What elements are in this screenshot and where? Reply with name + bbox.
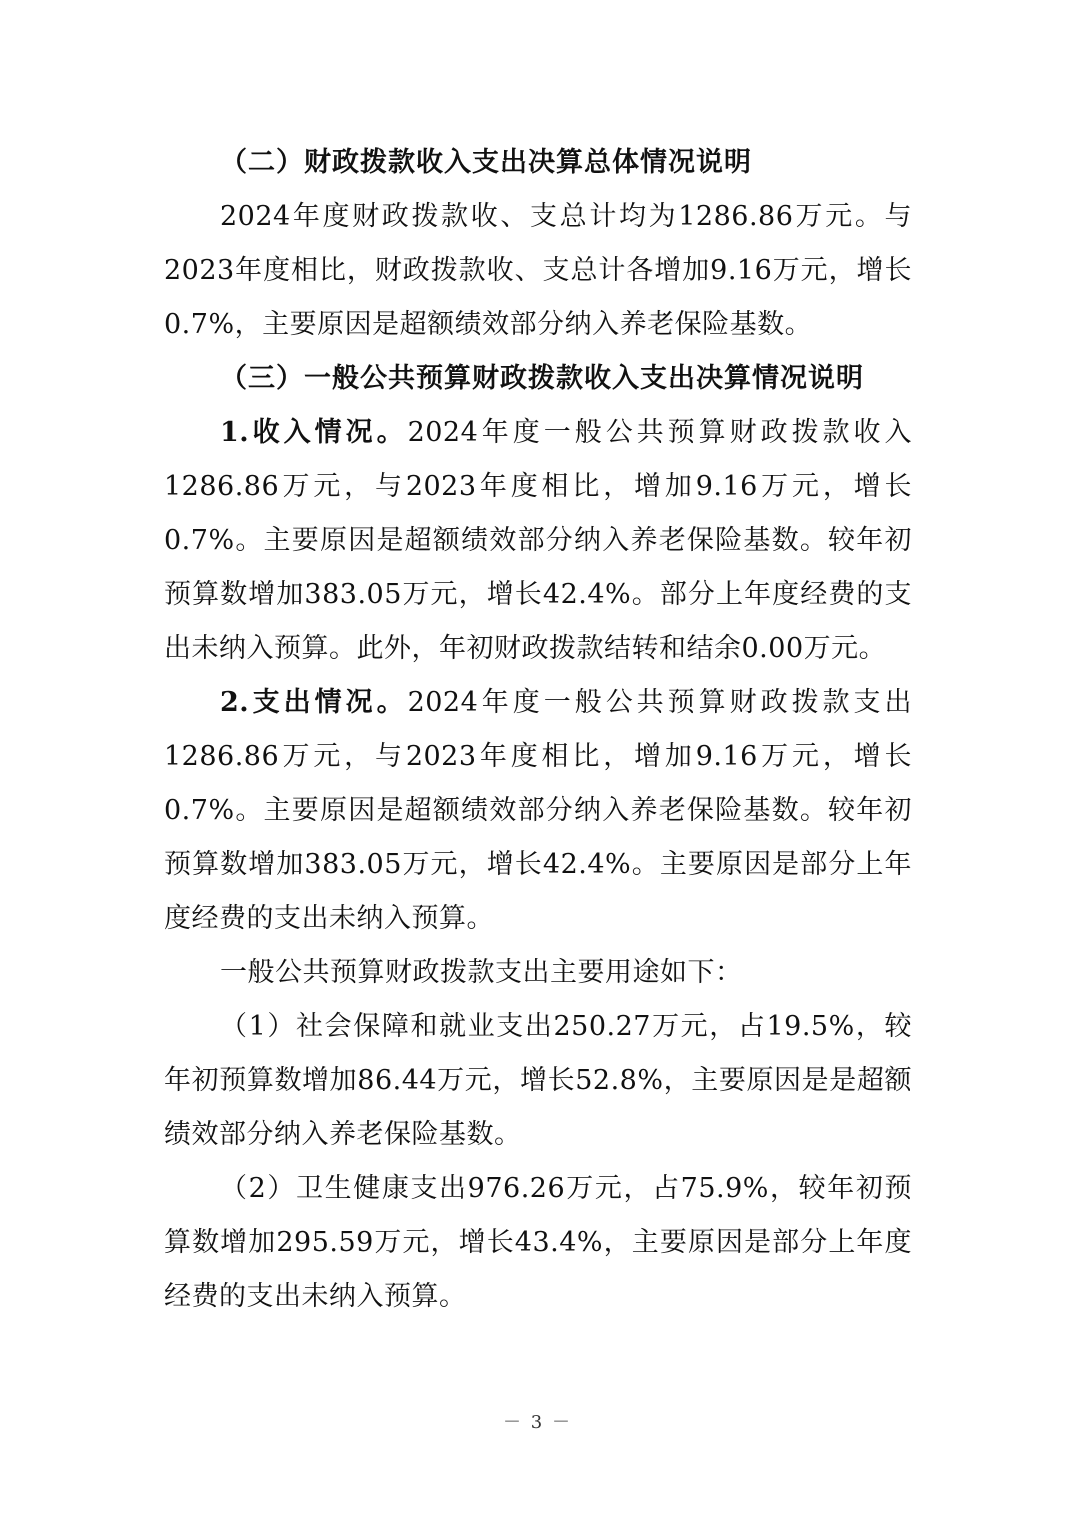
income-lead: 1.收入情况。 <box>220 417 408 448</box>
expense-paragraph <box>164 676 912 946</box>
expense-lead: 2.支出情况。 <box>220 687 408 718</box>
section-3-heading: （三）一般公共预算财政拨款收入支出决算情况说明 <box>220 363 864 394</box>
expense-text: 2024年度一般公共预算财政拨款支出1286.86万元，与2023年度相比，增加9.16万元，增长0.7%。主要原因是超额绩效部分纳入养老保险基数。较年初预算数增加383.05万元，增长42.4%。主要原因是部分上年度经费的支出未纳入预算。 <box>164 687 913 934</box>
income-paragraph <box>164 406 912 676</box>
section-2-heading: （二）财政拨款收入支出决算总体情况说明 <box>220 147 752 178</box>
section-2-paragraph: 2024年度财政拨款收、支总计均为1286.86万元。与2023年度相比，财政拨款收、支总计各增加9.16万元，增长0.7%，主要原因是超额绩效部分纳入养老保险基数。 <box>164 201 912 340</box>
use-item-1: （1）社会保障和就业支出250.27万元，占19.5%，较年初预算数增加86.44万元，增长52.8%，主要原因是是超额绩效部分纳入养老保险基数。 <box>164 1011 912 1150</box>
page-number: － 3 － <box>503 1412 572 1433</box>
uses-intro: 一般公共预算财政拨款支出主要用途如下： <box>220 957 743 988</box>
use-item-2: （2）卫生健康支出976.26万元，占75.9%，较年初预算数增加295.59万元，增长43.4%，主要原因是部分上年度经费的支出未纳入预算。 <box>164 1173 912 1312</box>
income-text: 2024年度一般公共预算财政拨款收入1286.86万元，与2023年度相比，增加9.16万元，增长0.7%。主要原因是超额绩效部分纳入养老保险基数。较年初预算数增加383.05万元，增长42.4%。部分上年度经费的支出未纳入预算。此外，年初财政拨款结转和结余0.00万元。 <box>164 417 913 664</box>
